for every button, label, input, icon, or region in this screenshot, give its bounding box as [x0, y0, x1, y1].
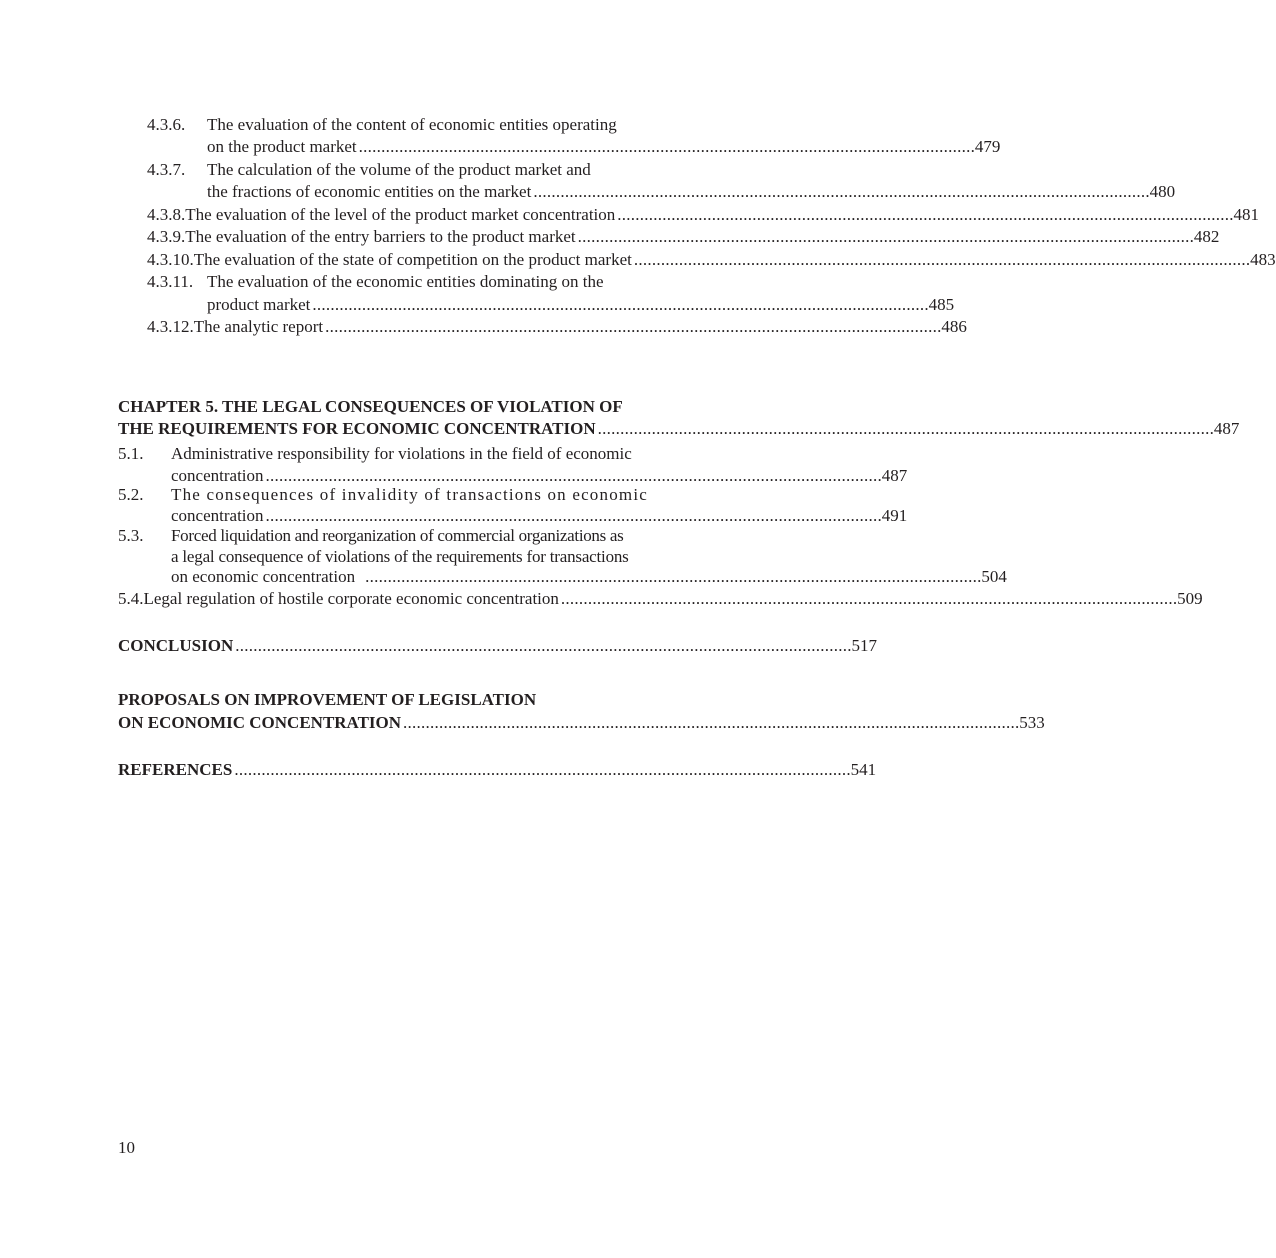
page-ref: 482 [1193, 227, 1220, 246]
entry-number: 5.4. [118, 589, 144, 608]
entry-number: 4.3.7. [147, 160, 186, 179]
page-ref: 491 [881, 506, 908, 525]
toc-entry-4-3-10[interactable] [147, 249, 1276, 271]
toc-entry-4-3-8[interactable] [147, 204, 1260, 226]
dot-leader [365, 566, 979, 588]
entry-title: The evaluation of the entry barriers to the product market [185, 227, 576, 246]
entry-number: 4.3.12. [147, 317, 194, 336]
dot-leader [403, 712, 1017, 734]
references-label: REFERENCES [118, 760, 233, 779]
toc-entry-references[interactable] [118, 759, 877, 781]
dot-leader [578, 226, 1192, 248]
dot-leader [235, 635, 849, 657]
toc-entry-proposals-line1[interactable] [118, 689, 749, 711]
dot-leader [325, 316, 939, 338]
toc-entry-4-3-7-line2[interactable] [207, 181, 1176, 203]
page-ref: 479 [974, 137, 1001, 156]
entry-title: on the product market [207, 137, 357, 156]
page-ref: 483 [1250, 250, 1276, 269]
entry-title: The calculation of the volume of the product market and [207, 160, 591, 179]
page-ref: 485 [928, 295, 955, 314]
dot-leader [561, 588, 1175, 610]
entry-title: The evaluation of the level of the product market concentration [185, 205, 616, 224]
chapter-title: CHAPTER 5. THE LEGAL CONSEQUENCES OF VIOLATION OF [118, 397, 623, 416]
toc-entry-4-3-12[interactable] [147, 316, 967, 338]
dot-leader [598, 418, 1212, 440]
toc-entry-proposals-line2[interactable] [118, 712, 1045, 734]
toc-entry-4-3-7-line1[interactable] [147, 159, 749, 181]
dot-leader [312, 294, 926, 316]
toc-entry-5-4[interactable] [118, 588, 1203, 610]
entry-number: 4.3.9. [147, 227, 186, 246]
entry-title: Legal regulation of hostile corporate economic concentration [143, 589, 559, 608]
entry-number: 5.2. [118, 485, 144, 504]
toc-entry-5-3-line3[interactable] [171, 566, 1007, 588]
proposals-title: PROPOSALS ON IMPROVEMENT OF LEGISLATION [118, 690, 537, 709]
entry-number: 5.1. [118, 444, 144, 463]
toc-entry-5-1-line1[interactable] [118, 443, 749, 465]
entry-number: 4.3.11. [147, 272, 194, 291]
dot-leader [359, 136, 973, 158]
dot-leader [634, 249, 1248, 271]
entry-title: Administrative responsibility for violations in the field of economic [171, 444, 632, 463]
toc-entry-5-2-line1[interactable] [118, 484, 749, 506]
entry-title: The analytic report [193, 317, 324, 336]
toc-entry-4-3-9[interactable] [147, 226, 1220, 248]
toc-entry-5-3-line2[interactable] [171, 546, 749, 568]
page-ref: 480 [1149, 182, 1176, 201]
toc-entry-4-3-6-line2[interactable] [207, 136, 1001, 158]
page-ref: 481 [1233, 205, 1260, 224]
entry-title: concentration [171, 466, 264, 485]
page-ref: 533 [1019, 713, 1045, 732]
entry-number: 4.3.10. [147, 250, 194, 269]
toc-entry-4-3-6-line1[interactable] [147, 114, 749, 136]
entry-title: product market [207, 295, 311, 314]
conclusion-label: CONCLUSION [118, 636, 234, 655]
entry-title: The evaluation of the economic entities dominating on the [207, 272, 604, 291]
toc-entry-5-2-line2[interactable] [171, 505, 908, 527]
dot-leader [533, 181, 1147, 203]
page-number: 10 [118, 1138, 135, 1157]
toc-entry-4-3-11-line2[interactable] [207, 294, 955, 316]
entry-title: The evaluation of the content of economic entities operating [207, 115, 617, 134]
toc-entry-4-3-11-line1[interactable] [147, 271, 749, 293]
entry-title: on economic concentration [171, 567, 356, 586]
entry-number: 5.3. [118, 526, 144, 545]
entry-title: concentration [171, 506, 264, 525]
entry-number: 4.3.6. [147, 115, 186, 134]
entry-title: a legal consequence of violations of the requirements for transactions [171, 547, 629, 566]
chapter-5-heading-line1[interactable] [118, 396, 749, 418]
toc-entry-5-3-line1[interactable] [118, 525, 749, 547]
page-ref: 509 [1177, 589, 1203, 608]
page-ref: 487 [881, 466, 908, 485]
page-ref: 541 [850, 760, 877, 779]
toc-entry-conclusion[interactable] [118, 635, 877, 657]
page-ref: 487 [1213, 419, 1240, 438]
entry-title: the fractions of economic entities on the market [207, 182, 532, 201]
proposals-title: ON ECONOMIC CONCENTRATION [118, 713, 402, 732]
page-ref: 486 [941, 317, 967, 336]
dot-leader [617, 204, 1231, 226]
page-ref: 504 [981, 567, 1007, 586]
page-ref: 517 [851, 636, 877, 655]
entry-number: 4.3.8. [147, 205, 186, 224]
entry-title: The consequences of invalidity of transactions on economic [171, 485, 649, 504]
chapter-5-heading-line2[interactable] [118, 418, 1240, 440]
entry-title: Forced liquidation and reorganization of commercial organizations as [171, 526, 624, 545]
dot-leader [266, 505, 880, 527]
chapter-title: THE REQUIREMENTS FOR ECONOMIC CONCENTRATION [118, 419, 596, 438]
entry-title: The evaluation of the state of competition on the product market [193, 250, 632, 269]
dot-leader [234, 759, 848, 781]
